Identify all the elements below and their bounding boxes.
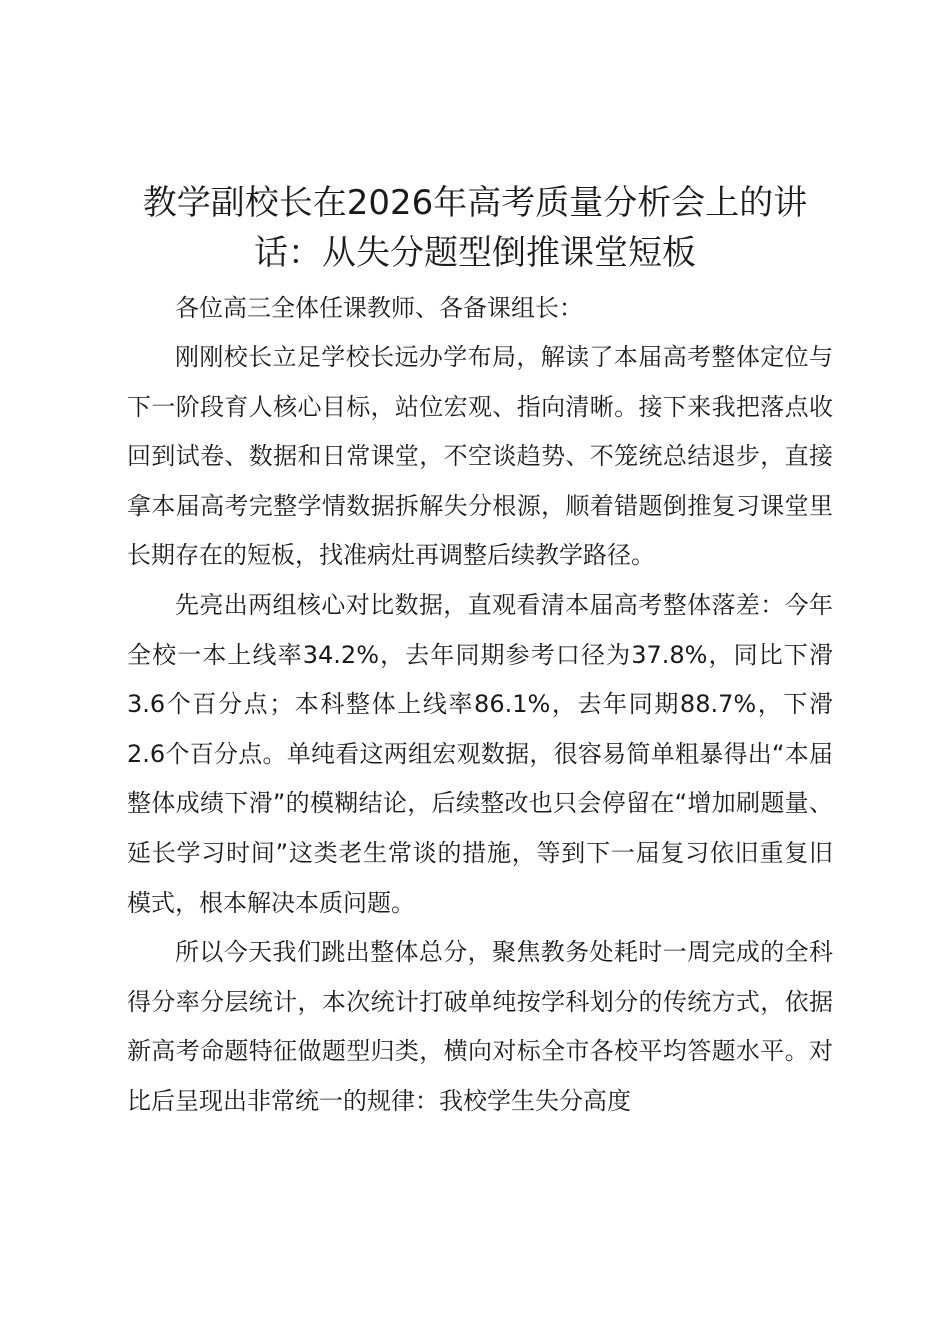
salutation: 各位高三全体任课教师、各备课组长： xyxy=(175,294,583,322)
paragraph-2: 先亮出两组核心对比数据，直观看清本届高考整体落差：今年全校一本上线率34.2%，去年同期参考口径为37.8%，同比下滑3.6个百分点；本科整体上线率86.1%，去年同期88.7%，下滑2.6个百分点。单纯看这两组宏观数据，很容易简单粗暴得出“本届整体成绩下滑”的模糊结论，后续整改也只会停留在“增加刷题量、延长学习时间”这类老生常谈的措施，等到下一届复习依旧重复旧模式，根本解决本质问题。 xyxy=(127,590,833,917)
paragraph-3: 所以今天我们跳出整体总分，聚焦教务处耗时一周完成的全科得分率分层统计，本次统计打破单纯按学科划分的传统方式，依据新高考命题特征做题型归类，横向对标全市各校平均答题水平。对比后呈现出非常统一的规律：我校学生失分高度 xyxy=(127,938,833,1115)
paragraph-1: 刚刚校长立足学校长远办学布局，解读了本届高考整体定位与下一阶段育人核心目标，站位宏观、指向清晰。接下来我把落点收回到试卷、数据和日常课堂，不空谈趋势、不笼统总结退步，直接拿本届高考完整学情数据拆解失分根源，顺着错题倒推复习课堂里长期存在的短板，找准病灶再调整后续教学路径。 xyxy=(127,343,833,570)
document-body xyxy=(127,284,833,1127)
document-title: 教学副校长在2026年高考质量分析会上的讲话：从失分题型倒推课堂短板 xyxy=(142,183,808,273)
